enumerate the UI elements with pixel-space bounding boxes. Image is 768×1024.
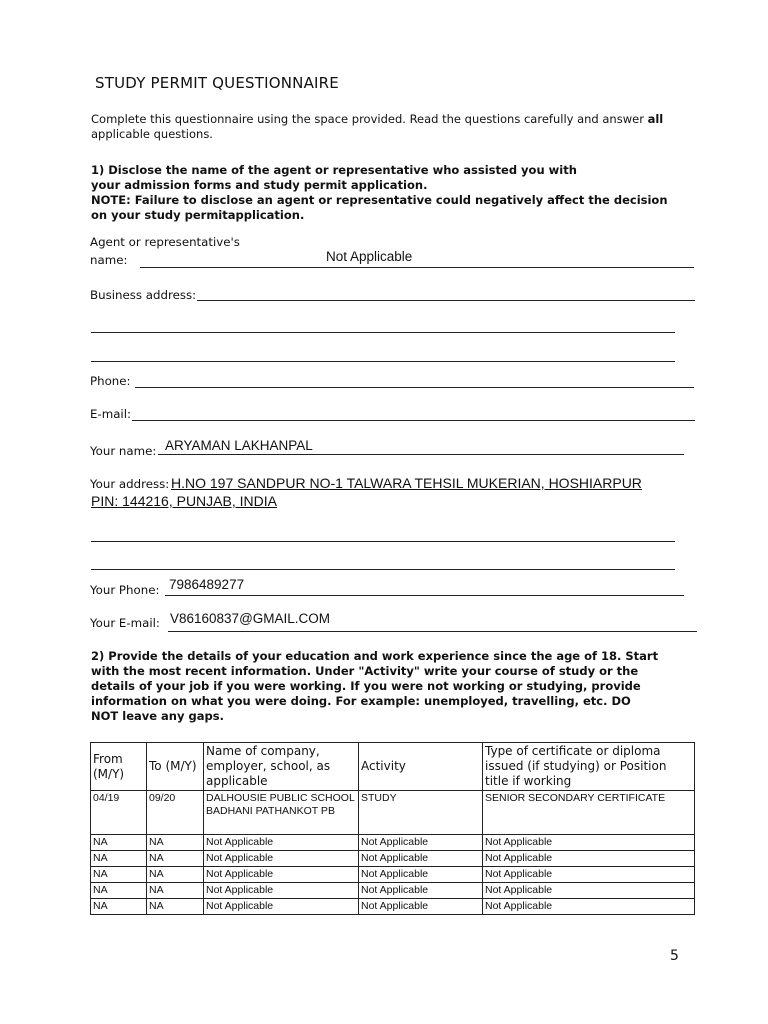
cell-to[interactable]: NA xyxy=(147,835,204,851)
cell-from[interactable]: NA xyxy=(91,835,147,851)
intro-text xyxy=(91,112,701,142)
cell-activity[interactable]: Not Applicable xyxy=(359,883,483,899)
question-1-line: on your study permitapplication. xyxy=(91,208,305,222)
your-name-value: ARYAMAN LAKHANPAL xyxy=(165,438,313,453)
intro-text-start: Complete this questionnaire using the space provided. Read the questions carefully and answer xyxy=(91,112,648,126)
your-address-field-line-4[interactable] xyxy=(91,569,675,570)
page-title: STUDY PERMIT QUESTIONNAIRE xyxy=(95,74,339,92)
question-2-line: with the most recent information. Under "Activity" write your course of study or the xyxy=(91,664,639,678)
cell-certificate[interactable]: Not Applicable xyxy=(483,883,695,899)
your-email-label: Your E-mail: xyxy=(90,616,160,630)
business-address-label: Business address: xyxy=(90,288,197,302)
your-address-field-line-3[interactable] xyxy=(91,541,675,542)
agent-name-label-line: Agent or representative's xyxy=(90,235,240,249)
cell-company[interactable]: Not Applicable xyxy=(204,851,359,867)
cell-from[interactable]: NA xyxy=(91,867,147,883)
cell-certificate[interactable]: Not Applicable xyxy=(483,851,695,867)
cell-certificate[interactable]: Not Applicable xyxy=(483,899,695,915)
cell-to[interactable]: 09/20 xyxy=(147,791,204,835)
cell-certificate[interactable]: Not Applicable xyxy=(483,867,695,883)
your-address-value-line-1: H.NO 197 SANDPUR NO-1 TALWARA TEHSIL MUKERIAN, HOSHIARPUR xyxy=(171,475,642,491)
table-header-row xyxy=(91,743,695,791)
agent-name-label-line: name: xyxy=(90,253,128,267)
question-1-line: 1) Disclose the name of the agent or representative who assisted you with xyxy=(91,163,577,177)
header-to: To (M/Y) xyxy=(147,743,204,791)
cell-activity[interactable]: STUDY xyxy=(359,791,483,835)
header-company: Name of company, employer, school, as applicable xyxy=(204,743,359,791)
table-row xyxy=(91,899,695,915)
table-row xyxy=(91,867,695,883)
your-email-value: V86160837@GMAIL.COM xyxy=(170,611,331,626)
cell-activity[interactable]: Not Applicable xyxy=(359,867,483,883)
phone-label: Phone: xyxy=(90,374,131,388)
business-address-field-line-3[interactable] xyxy=(91,361,675,362)
cell-company[interactable]: Not Applicable xyxy=(204,899,359,915)
intro-bold-word: all xyxy=(647,112,664,126)
cell-certificate[interactable]: SENIOR SECONDARY CERTIFICATE xyxy=(483,791,695,835)
cell-from[interactable]: NA xyxy=(91,851,147,867)
email-field[interactable] xyxy=(132,420,695,421)
agent-name-value: Not Applicable xyxy=(326,249,413,264)
your-address-label: Your address: xyxy=(90,477,170,491)
cell-activity[interactable]: Not Applicable xyxy=(359,851,483,867)
agent-name-label xyxy=(90,234,240,268)
phone-field[interactable] xyxy=(135,387,694,388)
question-2-line: 2) Provide the details of your education and work experience since the age of 18. Start xyxy=(91,649,659,663)
intro-text-end: applicable questions. xyxy=(91,127,213,141)
business-address-field[interactable] xyxy=(197,300,695,301)
table-row xyxy=(91,883,695,899)
cell-from[interactable]: NA xyxy=(91,899,147,915)
cell-company[interactable]: Not Applicable xyxy=(204,867,359,883)
business-address-field-line-2[interactable] xyxy=(91,332,675,333)
cell-to[interactable]: NA xyxy=(147,883,204,899)
question-2-line: details of your job if you were working. If you were not working or studying, provide xyxy=(91,679,641,693)
header-certificate: Type of certificate or diploma issued (if studying) or Position title if working xyxy=(483,743,695,791)
cell-company[interactable]: Not Applicable xyxy=(204,835,359,851)
your-name-label: Your name: xyxy=(90,444,157,458)
history-table xyxy=(90,742,695,915)
question-1 xyxy=(91,163,711,223)
question-2 xyxy=(91,649,711,724)
your-address-value-line-2: PIN: 144216, PUNJAB, INDIA xyxy=(91,493,277,509)
cell-activity[interactable]: Not Applicable xyxy=(359,835,483,851)
table-row xyxy=(91,791,695,835)
cell-to[interactable]: NA xyxy=(147,867,204,883)
question-1-line: NOTE: Failure to disclose an agent or representative could negatively affect the decision xyxy=(91,193,668,207)
question-2-line: information on what you were doing. For example: unemployed, travelling, etc. DO xyxy=(91,694,631,708)
question-1-line: your admission forms and study permit application. xyxy=(91,178,428,192)
cell-certificate[interactable]: Not Applicable xyxy=(483,835,695,851)
your-phone-label: Your Phone: xyxy=(90,583,160,597)
header-activity: Activity xyxy=(359,743,483,791)
cell-from[interactable]: 04/19 xyxy=(91,791,147,835)
page-number: 5 xyxy=(670,948,679,964)
cell-activity[interactable]: Not Applicable xyxy=(359,899,483,915)
cell-to[interactable]: NA xyxy=(147,851,204,867)
cell-company[interactable]: DALHOUSIE PUBLIC SCHOOL BADHANI PATHANKOT PB xyxy=(204,791,359,835)
cell-company[interactable]: Not Applicable xyxy=(204,883,359,899)
agent-name-field[interactable] xyxy=(140,267,694,268)
your-name-field[interactable] xyxy=(158,454,684,455)
your-email-field[interactable] xyxy=(168,631,697,632)
cell-to[interactable]: NA xyxy=(147,899,204,915)
your-phone-value: 7986489277 xyxy=(169,577,245,592)
email-label: E-mail: xyxy=(90,407,131,421)
your-phone-field[interactable] xyxy=(165,595,684,596)
table-row xyxy=(91,851,695,867)
table-row xyxy=(91,835,695,851)
question-2-line: NOT leave any gaps. xyxy=(91,709,224,723)
cell-from[interactable]: NA xyxy=(91,883,147,899)
header-from: From (M/Y) xyxy=(91,743,147,791)
